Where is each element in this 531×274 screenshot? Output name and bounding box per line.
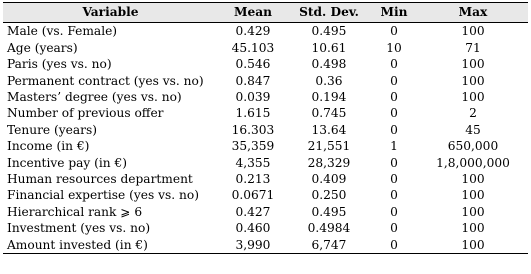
cell-max: 100 bbox=[461, 172, 485, 187]
cell-variable: Incentive pay (in €) bbox=[7, 155, 128, 170]
cell-std-dev: 0.4984 bbox=[307, 221, 351, 236]
header-max: Max bbox=[458, 5, 488, 19]
cell-std-dev: 21,551 bbox=[307, 139, 351, 154]
header-std-dev: Std. Dev. bbox=[299, 5, 359, 19]
cell-min: 0 bbox=[390, 204, 398, 219]
cell-mean: 0.429 bbox=[235, 24, 271, 39]
cell-variable: Age (years) bbox=[7, 40, 78, 55]
cell-min: 0 bbox=[390, 90, 398, 105]
cell-min: 0 bbox=[390, 106, 398, 121]
table-body bbox=[3, 23, 528, 254]
cell-variable: Masters’ degree (yes vs. no) bbox=[7, 90, 182, 105]
cell-min: 0 bbox=[390, 57, 398, 72]
cell-std-dev: 10.61 bbox=[311, 40, 347, 55]
cell-std-dev: 0.495 bbox=[311, 24, 347, 39]
cell-max: 650,000 bbox=[447, 139, 499, 154]
table-row bbox=[3, 220, 528, 236]
cell-max: 100 bbox=[461, 221, 485, 236]
table-header bbox=[3, 3, 528, 23]
cell-std-dev: 6,747 bbox=[311, 237, 347, 252]
summary-statistics-table bbox=[3, 2, 528, 254]
cell-max: 100 bbox=[461, 204, 485, 219]
table-row bbox=[3, 237, 528, 254]
cell-max: 100 bbox=[461, 237, 485, 252]
header-row bbox=[3, 3, 528, 23]
cell-variable: Male (vs. Female) bbox=[7, 24, 118, 39]
cell-std-dev: 13.64 bbox=[311, 122, 347, 137]
table-row bbox=[3, 187, 528, 203]
cell-mean: 0.847 bbox=[235, 73, 271, 88]
cell-mean: 35,359 bbox=[231, 139, 275, 154]
table-row bbox=[3, 138, 528, 154]
cell-variable: Number of previous offer bbox=[7, 106, 164, 121]
cell-std-dev: 0.495 bbox=[311, 204, 347, 219]
cell-mean: 0.039 bbox=[235, 90, 271, 105]
cell-max: 100 bbox=[461, 73, 485, 88]
cell-max: 71 bbox=[465, 40, 481, 55]
cell-mean: 0.460 bbox=[235, 221, 271, 236]
cell-std-dev: 0.194 bbox=[311, 90, 347, 105]
cell-min: 10 bbox=[386, 40, 402, 55]
cell-variable: Permanent contract (yes vs. no) bbox=[7, 73, 204, 88]
cell-mean: 0.546 bbox=[235, 57, 271, 72]
cell-min: 0 bbox=[390, 122, 398, 137]
cell-mean: 0.427 bbox=[235, 204, 271, 219]
table-row bbox=[3, 56, 528, 72]
cell-min: 0 bbox=[390, 188, 398, 203]
table-row bbox=[3, 155, 528, 171]
cell-variable: Human resources department bbox=[7, 172, 193, 187]
cell-max: 100 bbox=[461, 24, 485, 39]
table-row bbox=[3, 105, 528, 121]
table-row bbox=[3, 204, 528, 220]
cell-min: 0 bbox=[390, 73, 398, 88]
cell-mean: 1.615 bbox=[235, 106, 271, 121]
cell-min: 1 bbox=[390, 139, 398, 154]
cell-std-dev: 0.250 bbox=[311, 188, 347, 203]
cell-min: 0 bbox=[390, 24, 398, 39]
summary-statistics-table-container bbox=[3, 2, 528, 254]
cell-variable: Tenure (years) bbox=[7, 122, 97, 137]
cell-max: 2 bbox=[469, 106, 477, 121]
cell-mean: 0.213 bbox=[235, 172, 271, 187]
header-variable: Variable bbox=[82, 5, 139, 19]
cell-variable: Investment (yes vs. no) bbox=[7, 221, 151, 236]
cell-variable: Financial expertise (yes vs. no) bbox=[7, 188, 199, 203]
cell-variable: Hierarchical rank ⩾ 6 bbox=[7, 204, 143, 219]
header-min: Min bbox=[380, 5, 408, 19]
cell-std-dev: 28,329 bbox=[307, 155, 351, 170]
cell-max: 100 bbox=[461, 57, 485, 72]
table-row bbox=[3, 40, 528, 56]
header-mean: Mean bbox=[233, 5, 272, 19]
table-row bbox=[3, 122, 528, 138]
table-row bbox=[3, 89, 528, 105]
table-row bbox=[3, 73, 528, 89]
cell-std-dev: 0.745 bbox=[311, 106, 347, 121]
cell-std-dev: 0.36 bbox=[315, 73, 343, 88]
cell-max: 1,8,000,000 bbox=[436, 155, 510, 170]
table-row bbox=[3, 171, 528, 187]
table-row bbox=[3, 23, 528, 40]
cell-std-dev: 0.498 bbox=[311, 57, 347, 72]
cell-min: 0 bbox=[390, 237, 398, 252]
cell-max: 45 bbox=[465, 122, 481, 137]
cell-max: 100 bbox=[461, 188, 485, 203]
cell-mean: 3,990 bbox=[235, 237, 271, 252]
cell-min: 0 bbox=[390, 221, 398, 236]
cell-mean: 16.303 bbox=[231, 122, 275, 137]
cell-variable: Amount invested (in €) bbox=[7, 237, 148, 252]
cell-mean: 45.103 bbox=[231, 40, 275, 55]
cell-variable: Income (in €) bbox=[7, 139, 90, 154]
cell-std-dev: 0.409 bbox=[311, 172, 347, 187]
cell-mean: 4,355 bbox=[235, 155, 271, 170]
cell-min: 0 bbox=[390, 155, 398, 170]
cell-min: 0 bbox=[390, 172, 398, 187]
cell-max: 100 bbox=[461, 90, 485, 105]
cell-mean: 0.0671 bbox=[231, 188, 275, 203]
cell-variable: Paris (yes vs. no) bbox=[7, 57, 112, 72]
